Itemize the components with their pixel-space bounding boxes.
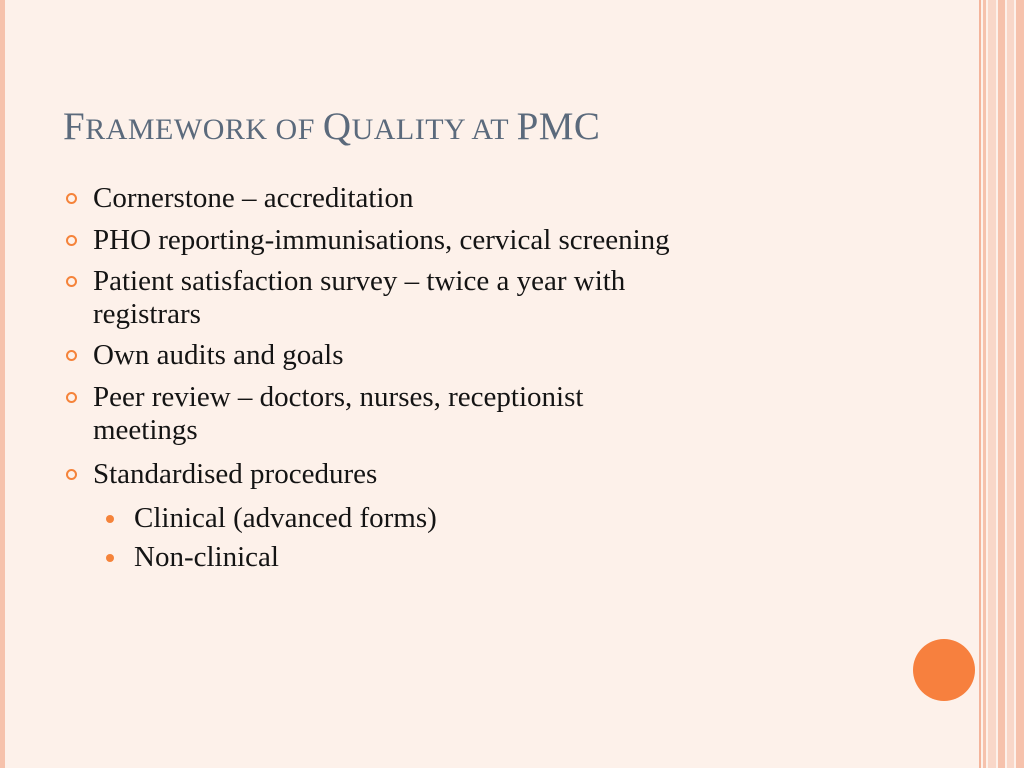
ring-bullet-icon <box>66 350 77 361</box>
dot-bullet-icon <box>106 515 114 523</box>
dot-bullet-icon <box>106 554 114 562</box>
ring-bullet-icon <box>66 193 77 204</box>
ring-bullet-icon <box>66 276 77 287</box>
bullet-text: PHO reporting-immunisations, cervical screening <box>93 224 670 256</box>
title-cap: Q <box>322 105 352 148</box>
right-border-stripe <box>998 0 1005 768</box>
slide-title <box>63 104 600 149</box>
right-border-stripe <box>983 0 986 768</box>
ring-bullet-icon <box>66 392 77 403</box>
decorative-circle <box>913 639 975 701</box>
bullet-text: Standardised procedures <box>93 458 378 490</box>
ring-bullet-icon <box>66 469 77 480</box>
bullet-text: Own audits and goals <box>93 339 344 371</box>
title-cap: PMC <box>516 105 601 148</box>
right-border-stripe <box>988 0 996 768</box>
title-rest: UALITY AT <box>351 113 517 146</box>
right-border-stripe <box>1016 0 1024 768</box>
title-cap: F <box>63 105 86 148</box>
title-rest: RAMEWORK OF <box>85 113 323 146</box>
left-edge-stripe <box>0 0 5 768</box>
bullet-text: Cornerstone – accreditation <box>93 182 414 214</box>
right-border-stripe <box>1007 0 1014 768</box>
ring-bullet-icon <box>66 235 77 246</box>
bullet-text: Peer review – doctors, nurses, receptionist meetings <box>93 381 584 446</box>
sub-bullet-text: Non-clinical <box>134 541 279 573</box>
bullet-text: Patient satisfaction survey – twice a year with registrars <box>93 265 626 330</box>
right-border-stripe <box>979 0 981 768</box>
sub-bullet-text: Clinical (advanced forms) <box>134 502 437 534</box>
